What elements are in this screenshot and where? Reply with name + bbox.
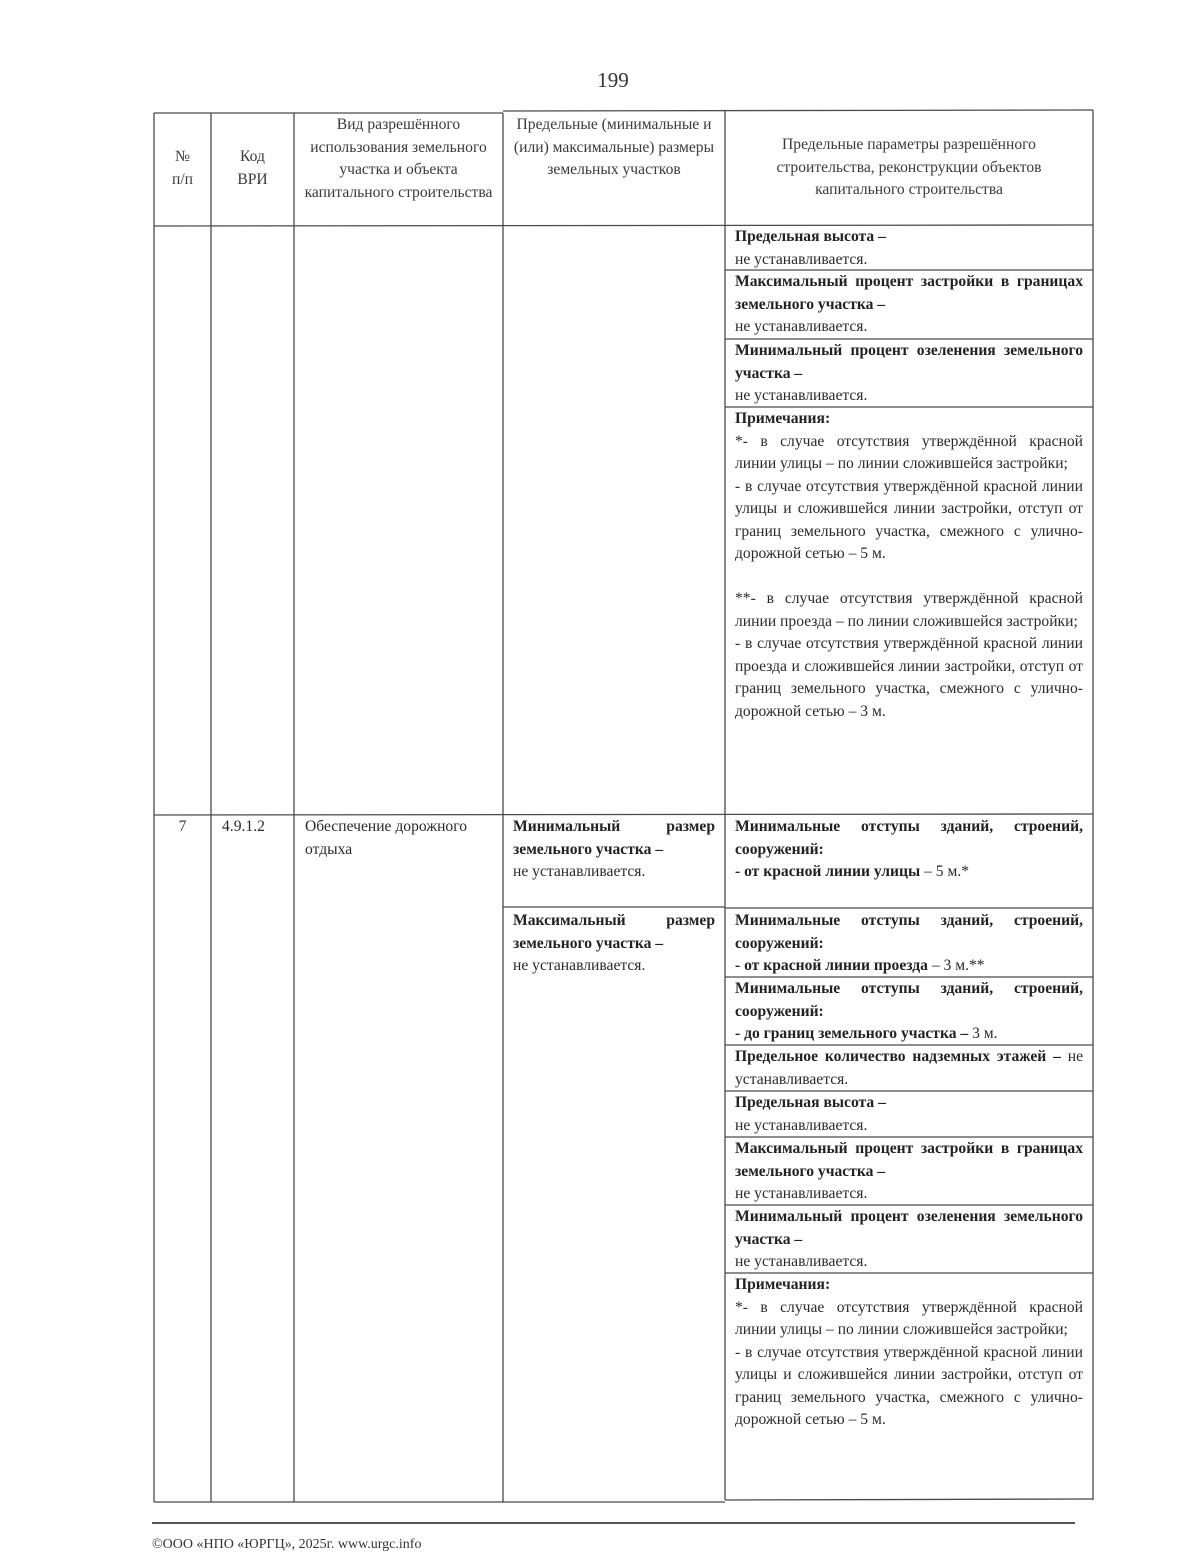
floors-param: Предельное количество надземных этажей – не устанавливается. <box>735 1048 1083 1088</box>
header-build-params: Предельные параметры разрешённого строительства, реконструкции объектов капитального строительства <box>776 136 1042 198</box>
notes-title: Примечания: <box>735 1276 831 1293</box>
usage-name: Обеспечение дорожного отдыха <box>305 818 468 858</box>
notes-title: Примечания: <box>735 410 831 427</box>
usage-code: 4.9.1.2 <box>222 818 265 835</box>
row-number: 7 <box>178 818 187 835</box>
note-paragraph: *- в случае отсутствия утверждённой красной линии улицы – по линии сложившейся застройки; <box>735 1298 1083 1338</box>
header-code: Код ВРИ <box>237 148 268 188</box>
setback-driveway-param: Минимальные отступы зданий, строений, сооружений: - от красной линии проезда – 3 м.** <box>735 912 1083 974</box>
min-plot-size: Минимальный размер земельного участка – не устанавливается. <box>513 818 715 880</box>
max-plot-size: Максимальный размер земельного участка – не устанавливается. <box>513 912 715 974</box>
setback-boundary-param: Минимальные отступы зданий, строений, сооружений: - до границ земельного участка – 3 м. <box>735 980 1083 1042</box>
note-paragraph: - в случае отсутствия утверждённой красной линии проезда и сложившейся линии застройки, отступ от границ земельного участка, смежного с улично-дорожной сетью – 3 м. <box>735 635 1083 720</box>
note-paragraph: - в случае отсутствия утверждённой красной линии улицы и сложившейся линии застройки, отступ от границ земельного участка, смежного с улично-дорожной сетью – 5 м. <box>735 477 1083 562</box>
header-usage-type: Вид разрешённого использования земельного участка и объекта капитального строительства <box>304 116 493 201</box>
max-height-param: Предельная высота – не устанавливается. <box>735 228 886 268</box>
min-greening-param: Минимальный процент озеленения земельного участка – не устанавливается. <box>735 1208 1083 1270</box>
header-plot-sizes: Предельные (минимальные и (или) максимальные) размеры земельных участков <box>513 116 715 178</box>
max-coverage-param: Максимальный процент застройки в границах земельного участка – не устанавливается. <box>735 1140 1083 1202</box>
footer-rule <box>152 1522 1075 1524</box>
header-number: № п/п <box>171 148 194 188</box>
footer-copyright: ©ООО «НПО «ЮРГЦ», 2025г. www.urgc.info <box>152 1537 422 1552</box>
max-height-param: Предельная высота – не устанавливается. <box>735 1094 886 1134</box>
note-paragraph: *- в случае отсутствия утверждённой красной линии улицы – по линии сложившейся застройки; <box>735 432 1083 472</box>
max-coverage-param: Максимальный процент застройки в границах земельного участка – не устанавливается. <box>735 273 1083 335</box>
min-greening-param: Минимальный процент озеленения земельного участка – не устанавливается. <box>735 342 1083 404</box>
notes-block <box>735 408 1083 723</box>
notes-block <box>735 1274 1083 1432</box>
note-paragraph: - в случае отсутствия утверждённой красной линии улицы и сложившейся линии застройки, отступ от границ земельного участка, смежного с улично-дорожной сетью – 5 м. <box>735 1343 1083 1428</box>
note-paragraph: **- в случае отсутствия утверждённой красной линии проезда – по линии сложившейся застройки; <box>735 590 1083 630</box>
setback-street-param: Минимальные отступы зданий, строений, сооружений: - от красной линии улицы – 5 м.* <box>735 818 1083 880</box>
page-number: 199 <box>597 68 629 92</box>
